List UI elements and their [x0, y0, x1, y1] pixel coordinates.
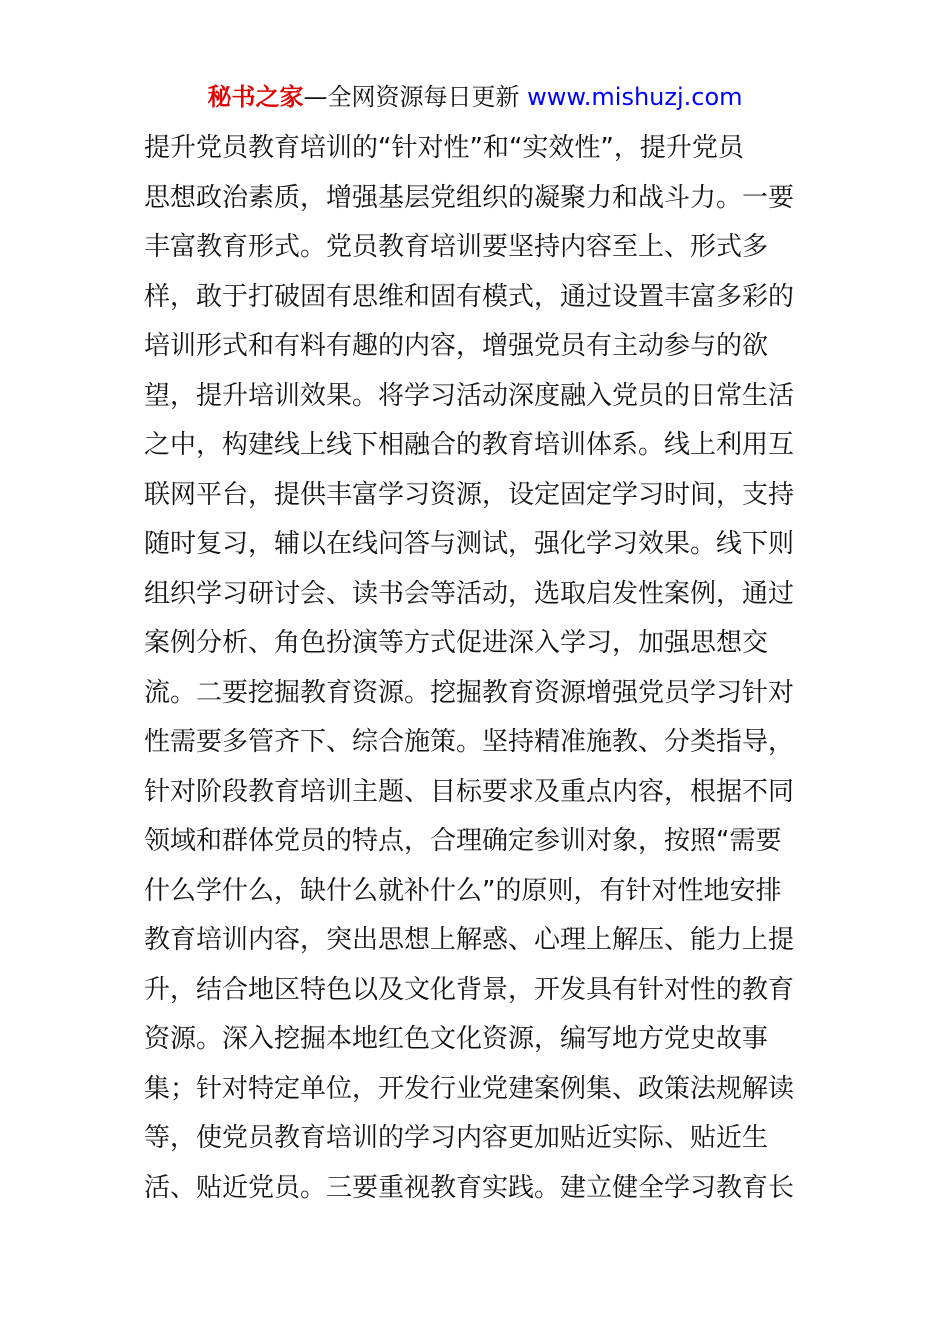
body-line: 流。二要挖掘教育资源。挖掘教育资源增强党员学习针对 [144, 677, 795, 708]
body-line: 集；针对特定单位，开发行业党建案例集、政策法规解读 [144, 1073, 795, 1104]
site-url-link[interactable]: www.mishuzj.com [527, 83, 743, 111]
body-line: 联网平台，提供丰富学习资源，设定固定学习时间，支持 [144, 479, 795, 510]
body-line: 望，提升培训效果。将学习活动深度融入党员的日常生活 [144, 380, 795, 411]
site-tagline: —全网资源每日更新 [303, 83, 520, 111]
body-line: 资源。深入挖掘本地红色文化资源，编写地方党史故事 [144, 1024, 769, 1054]
body-line: 领域和群体党员的特点，合理确定参训对象，按照“需要 [144, 826, 782, 856]
body-line: 性需要多管齐下、综合施策。坚持精准施教、分类指导， [144, 727, 795, 757]
body-line: 思想政治素质，增强基层党组织的凝聚力和战斗力。一要 [144, 182, 795, 213]
body-line: 之中，构建线上线下相融合的教育培训体系。线上利用互 [144, 430, 795, 460]
body-line: 培训形式和有料有趣的内容，增强党员有主动参与的欲 [144, 331, 769, 361]
document-body [144, 124, 814, 1213]
body-line: 随时复习，辅以在线问答与测试，强化学习效果。线下则 [144, 529, 795, 559]
body-line: 样，敢于打破固有思维和固有模式，通过设置丰富多彩的 [144, 281, 795, 312]
body-line: 案例分析、角色扮演等方式促进深入学习，加强思想交 [144, 628, 769, 658]
body-line: 教育培训内容，突出思想上解惑、心理上解压、能力上提 [144, 925, 795, 955]
body-line: 升，结合地区特色以及文化背景，开发具有针对性的教育 [144, 974, 795, 1005]
body-line: 等，使党员教育培训的学习内容更加贴近实际、贴近生 [144, 1123, 769, 1153]
body-line: 提升党员教育培训的“针对性”和“实效性”，提升党员 [144, 133, 744, 163]
body-line: 活、贴近党员。三要重视教育实践。建立健全学习教育长 [144, 1172, 795, 1203]
body-line: 针对阶段教育培训主题、目标要求及重点内容，根据不同 [144, 776, 795, 807]
body-line: 什么学什么，缺什么就补什么”的原则，有针对性地安排 [144, 875, 782, 906]
site-header [0, 80, 950, 114]
body-line: 丰富教育形式。党员教育培训要坚持内容至上、形式多 [144, 232, 769, 262]
site-brand: 秘书之家 [207, 83, 304, 111]
body-line: 组织学习研讨会、读书会等活动，选取启发性案例，通过 [144, 578, 795, 609]
